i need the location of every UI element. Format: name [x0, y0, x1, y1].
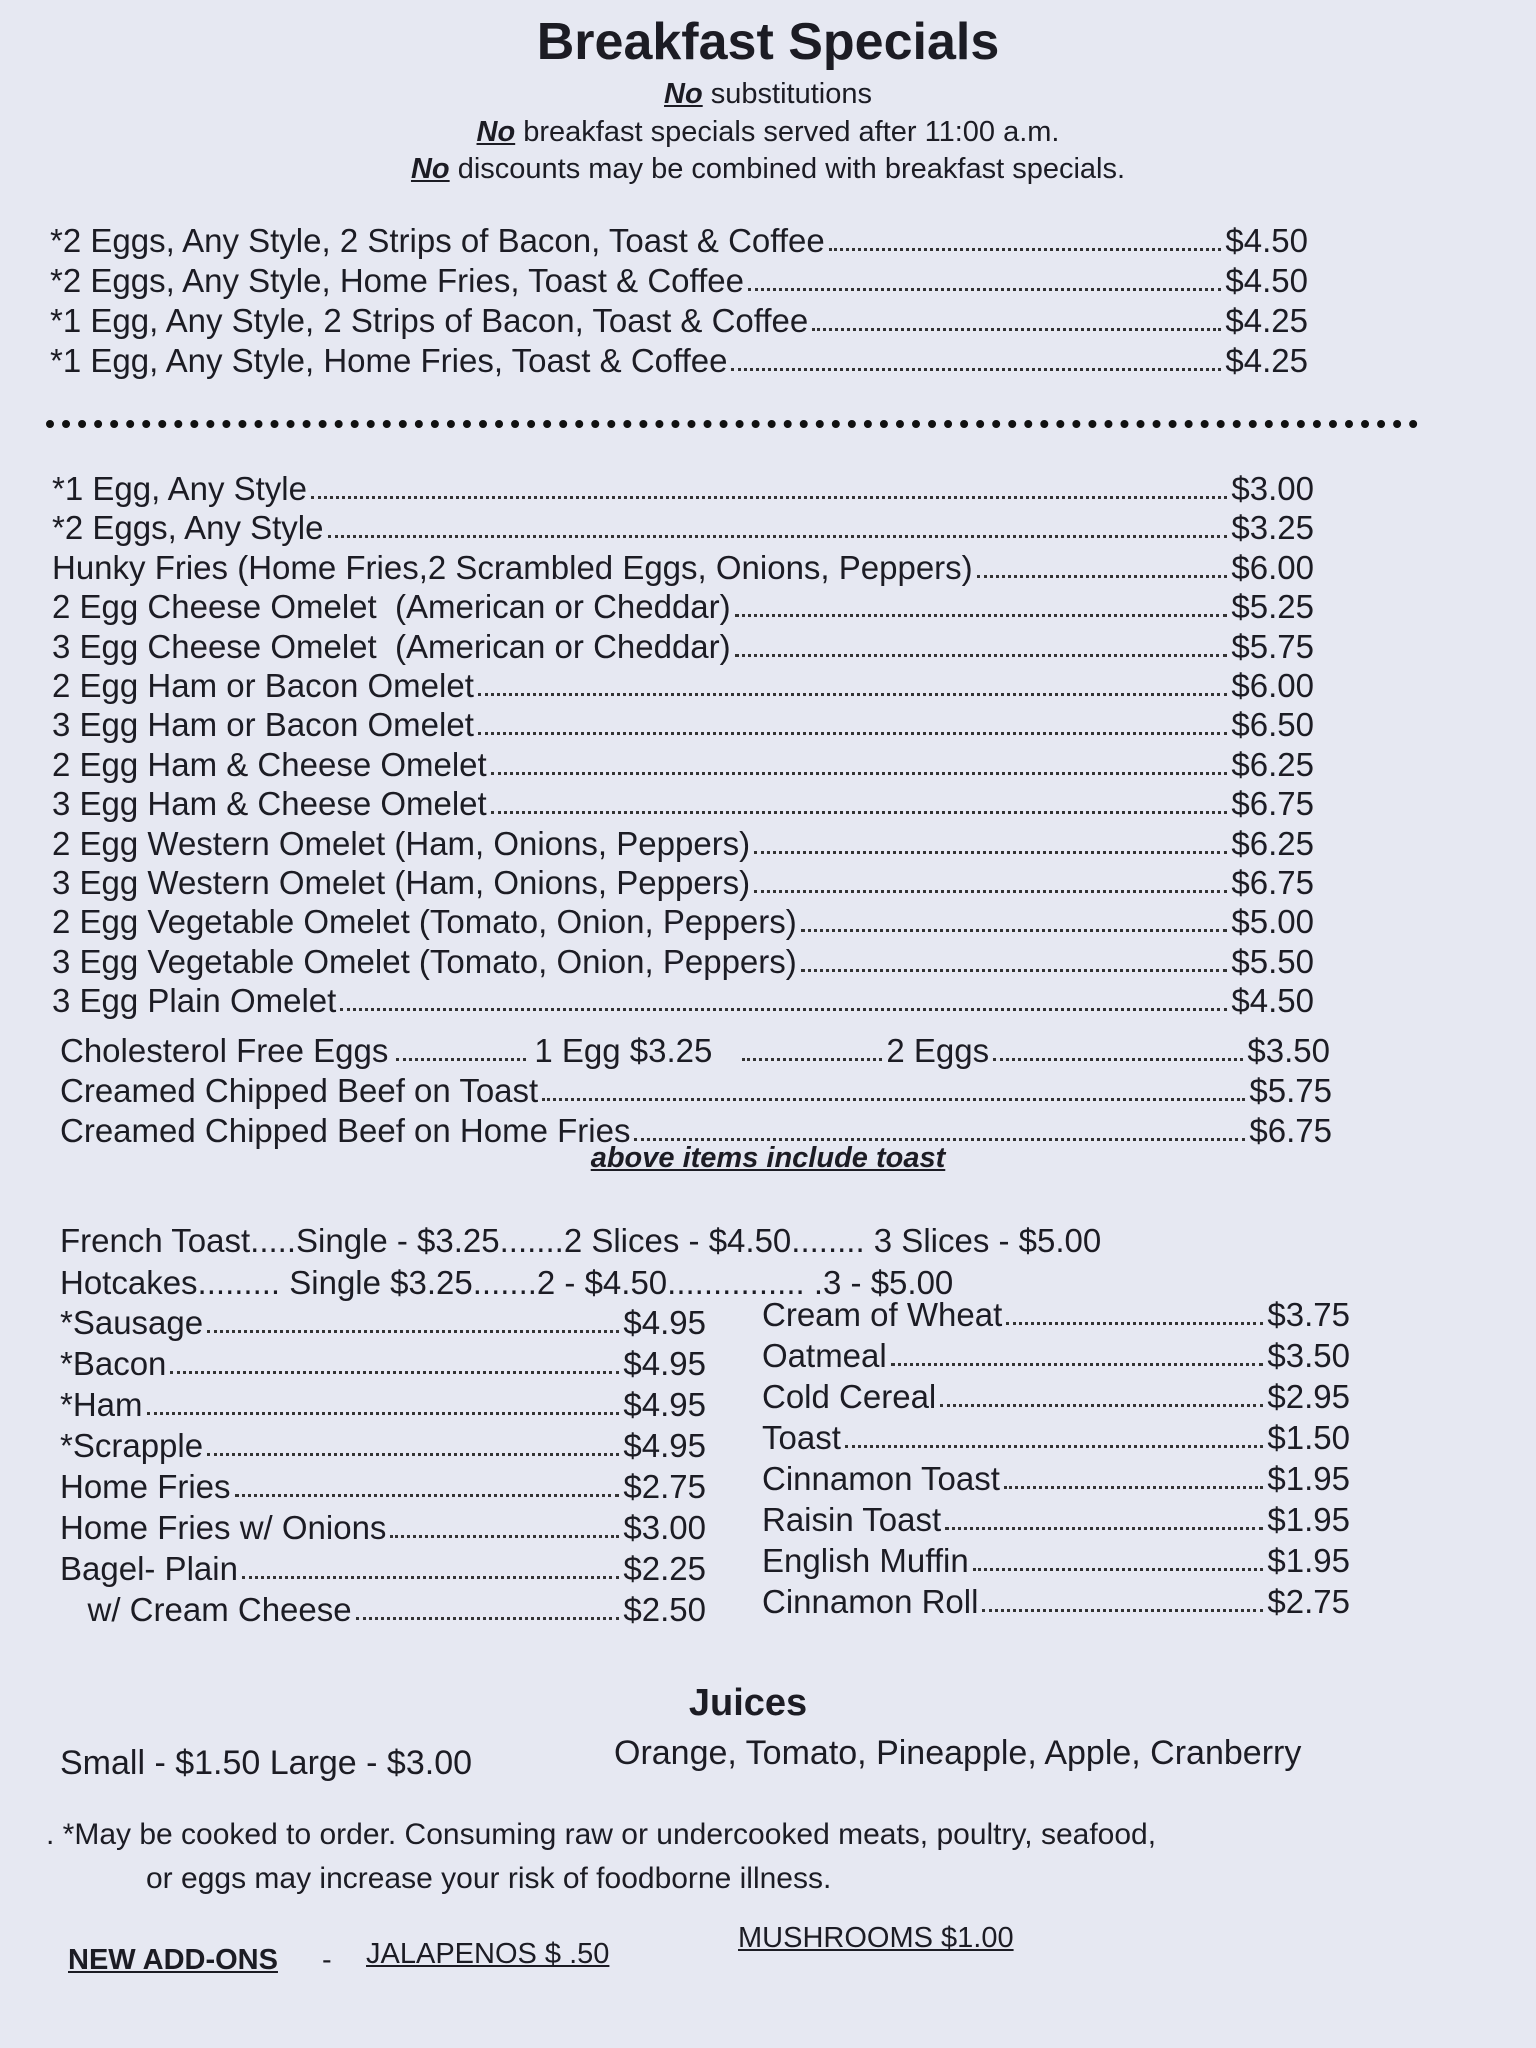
dot-leader — [735, 654, 1228, 657]
item-name: Creamed Chipped Beef on Toast — [60, 1072, 539, 1109]
item-name: Cinnamon Toast — [762, 1460, 1000, 1497]
menu-row — [52, 785, 1314, 823]
item-name: *2 Eggs, Any Style, Home Fries, Toast & Coffee — [50, 262, 744, 299]
dot-leader — [829, 248, 1222, 251]
notice-line: No breakfast specials served after 11:00 a.m. — [476, 116, 1060, 148]
menu-row — [762, 1296, 1350, 1334]
item-name: Oatmeal — [762, 1337, 887, 1374]
dot-leader — [977, 575, 1228, 578]
menu-row — [60, 1468, 706, 1506]
juice-sizes: Small - $1.50 Large - $3.00 — [60, 1744, 473, 1782]
notice-no: No — [664, 78, 703, 110]
item-price: $6.00 — [1231, 667, 1314, 704]
notice-line: No substitutions — [664, 78, 872, 110]
item-name: 3 Egg Plain Omelet — [52, 982, 337, 1020]
french-toast-line: French Toast.....Single - $3.25.......2 Slices - $4.50........ 3 Slices - $5.00 — [60, 1222, 1102, 1259]
addons-label: NEW ADD-ONS — [68, 1944, 278, 1976]
disclaimer-line-1: . *May be cooked to order. Consuming raw or undercooked meats, poultry, seafood, — [46, 1818, 1157, 1851]
item-name: 2 Egg Western Omelet (Ham, Onions, Peppers) — [52, 824, 751, 862]
item-price: $6.75 — [1231, 864, 1314, 901]
item-name: *1 Egg, Any Style, 2 Strips of Bacon, Toast & Coffee — [50, 302, 809, 339]
item-option-two: 2 Eggs — [886, 1032, 990, 1069]
item-price: $5.00 — [1231, 903, 1314, 941]
item-name: 3 Egg Cheese Omelet (American or Cheddar) — [52, 627, 731, 665]
toast-note: above items include toast — [590, 1142, 946, 1174]
item-price: $5.75 — [1249, 1072, 1332, 1109]
notice-no: No — [476, 116, 516, 148]
dot-leader — [801, 929, 1228, 932]
menu-row — [52, 667, 1314, 705]
item-price: $4.95 — [623, 1427, 706, 1464]
item-name: *Scrapple — [60, 1427, 204, 1464]
dot-leader — [891, 1363, 1264, 1366]
item-name: Toast — [762, 1419, 841, 1456]
dot-leader — [940, 1404, 1263, 1407]
addon-jalapenos: JALAPENOS $ .50 — [366, 1938, 610, 1970]
item-price: $3.75 — [1267, 1296, 1350, 1333]
dot-leader — [356, 1617, 620, 1620]
menu-row — [52, 549, 1314, 587]
dot-leader — [748, 288, 1221, 291]
item-name: Cinnamon Roll — [762, 1583, 979, 1620]
page-title: Breakfast Specials — [536, 13, 1000, 71]
item-price: $5.50 — [1231, 942, 1314, 980]
item-price: $4.50 — [1231, 982, 1314, 1020]
menu-row — [762, 1542, 1350, 1580]
menu-row — [60, 1304, 706, 1342]
menu-row — [52, 903, 1314, 941]
dot-leader — [170, 1371, 619, 1374]
menu-row — [762, 1378, 1350, 1416]
item-price: $2.75 — [623, 1468, 706, 1505]
dot-leader — [242, 1576, 619, 1579]
juices-heading: Juices — [688, 1682, 808, 1724]
dot-leader — [328, 535, 1228, 538]
item-price: $3.00 — [623, 1509, 706, 1546]
item-name: 3 Egg Western Omelet (Ham, Onions, Peppers) — [52, 864, 751, 901]
menu-row — [60, 1427, 706, 1465]
menu-row — [762, 1460, 1350, 1498]
item-name: *Ham — [60, 1386, 143, 1423]
item-price: $2.95 — [1267, 1378, 1350, 1415]
menu-row — [60, 1386, 706, 1424]
notice-no: No — [410, 153, 450, 185]
item-name: w/ Cream Cheese — [60, 1591, 352, 1628]
dot-leader — [1004, 1486, 1264, 1489]
dot-leader — [340, 1008, 1227, 1011]
item-price: $4.50 — [1225, 262, 1308, 299]
menu-row — [762, 1337, 1350, 1375]
dot-leader — [731, 368, 1221, 371]
dot-leader — [945, 1527, 1263, 1530]
dot-leader — [973, 1568, 1264, 1571]
item-name: Home Fries — [60, 1468, 231, 1505]
item-name: *2 Eggs, Any Style, 2 Strips of Bacon, Toast & Coffee — [50, 222, 825, 259]
addons-dash: - — [322, 1944, 332, 1976]
item-name: Home Fries w/ Onions — [60, 1509, 387, 1546]
menu-row — [52, 628, 1314, 666]
item-price: $1.95 — [1267, 1542, 1350, 1579]
dot-leader — [735, 614, 1228, 617]
dot-leader — [801, 969, 1228, 972]
item-price: $4.50 — [1225, 222, 1308, 259]
item-price: $6.25 — [1231, 745, 1314, 783]
item-price: $1.50 — [1267, 1419, 1350, 1456]
hotcakes-line: Hotcakes......... Single $3.25.......2 - $4.50............... .3 - $5.00 — [60, 1264, 954, 1301]
menu-row — [52, 509, 1314, 547]
item-name: Creamed Chipped Beef on Home Fries — [60, 1112, 631, 1149]
item-price: $2.75 — [1267, 1583, 1350, 1620]
dot-leader — [311, 496, 1227, 499]
dot-leader — [982, 1609, 1263, 1612]
item-name: *1 Egg, Any Style — [52, 470, 307, 507]
addon-mushrooms: MUSHROOMS $1.00 — [738, 1922, 1014, 1954]
item-price: $1.95 — [1267, 1460, 1350, 1497]
item-name: *Sausage — [60, 1304, 204, 1341]
dot-leader — [634, 1138, 1245, 1141]
item-price: $4.95 — [623, 1386, 706, 1423]
item-name: 2 Egg Vegetable Omelet (Tomato, Onion, Peppers) — [52, 903, 797, 941]
item-price: $6.75 — [1249, 1112, 1332, 1149]
dot-leader — [147, 1412, 620, 1415]
menu-row — [52, 746, 1314, 784]
menu-row-cholesterol-free — [60, 1032, 1330, 1070]
dot-leader — [812, 328, 1221, 331]
item-name: Bagel- Plain — [60, 1550, 238, 1587]
item-price: $4.25 — [1225, 342, 1308, 379]
menu-row — [762, 1419, 1350, 1457]
dot-leader — [235, 1494, 620, 1497]
menu-row — [762, 1501, 1350, 1539]
menu-row — [52, 706, 1314, 744]
item-price: $2.50 — [623, 1591, 706, 1628]
menu-row — [762, 1583, 1350, 1621]
dot-leader — [478, 732, 1228, 735]
menu-row — [50, 222, 1308, 260]
item-name: Hunky Fries (Home Fries,2 Scrambled Eggs, Onions, Peppers) — [52, 548, 973, 586]
menu-row — [60, 1072, 1332, 1110]
dot-leader — [207, 1330, 619, 1333]
dot-leader — [491, 772, 1228, 775]
item-price: $3.00 — [1231, 470, 1314, 507]
item-name: 3 Egg Ham or Bacon Omelet — [52, 706, 474, 744]
item-name: 2 Egg Ham or Bacon Omelet — [52, 667, 474, 704]
item-price: $3.50 — [1267, 1337, 1350, 1374]
menu-row — [50, 262, 1308, 300]
dot-leader — [754, 890, 1227, 893]
item-price: $3.25 — [1231, 509, 1314, 547]
juice-flavors: Orange, Tomato, Pineapple, Apple, Cranberry — [614, 1734, 1302, 1772]
item-name: *1 Egg, Any Style, Home Fries, Toast & Coffee — [50, 342, 728, 379]
menu-row — [60, 1509, 706, 1547]
item-price: $5.75 — [1231, 627, 1314, 665]
item-price: $4.25 — [1225, 302, 1308, 339]
dot-leader — [478, 693, 1228, 696]
item-name: 3 Egg Ham & Cheese Omelet — [52, 785, 487, 823]
item-price: $5.25 — [1231, 588, 1314, 626]
menu-row — [60, 1345, 706, 1383]
item-name: 2 Egg Cheese Omelet (American or Cheddar) — [52, 588, 731, 626]
item-name: 3 Egg Vegetable Omelet (Tomato, Onion, Peppers) — [52, 942, 797, 980]
item-price: $6.25 — [1231, 824, 1314, 862]
item-name: *Bacon — [60, 1345, 167, 1382]
menu-row — [52, 982, 1314, 1020]
item-name: Cholesterol Free Eggs — [60, 1032, 389, 1069]
dot-leader — [754, 851, 1227, 854]
disclaimer-line-2: or eggs may increase your risk of foodborne illness. — [146, 1862, 832, 1895]
menu-row — [50, 302, 1308, 340]
item-price: $6.00 — [1231, 548, 1314, 586]
item-price: $1.95 — [1267, 1501, 1350, 1538]
item-price: $6.75 — [1231, 785, 1314, 823]
menu-row — [52, 825, 1314, 863]
item-name: English Muffin — [762, 1542, 969, 1579]
item-price: $3.50 — [1247, 1032, 1330, 1069]
item-price: $4.95 — [623, 1304, 706, 1341]
menu-row — [52, 470, 1314, 508]
item-price: $6.50 — [1231, 706, 1314, 744]
item-name: Raisin Toast — [762, 1501, 942, 1538]
item-price: $2.25 — [623, 1550, 706, 1587]
dot-leader — [845, 1445, 1264, 1448]
item-price: $4.95 — [623, 1345, 706, 1382]
menu-row — [60, 1550, 706, 1588]
item-option-one: 1 Egg $3.25 — [534, 1032, 713, 1069]
item-name: 2 Egg Ham & Cheese Omelet — [52, 745, 487, 783]
menu-row — [52, 864, 1314, 902]
menu-row — [50, 342, 1308, 380]
dot-leader — [207, 1453, 619, 1456]
notice-line: No discounts may be combined with breakfast specials. — [410, 153, 1126, 185]
item-name: *2 Eggs, Any Style — [52, 509, 324, 547]
menu-row — [52, 943, 1314, 981]
dot-leader — [1006, 1322, 1263, 1325]
menu-row — [52, 588, 1314, 626]
section-divider — [46, 420, 1418, 428]
dot-leader — [542, 1098, 1245, 1101]
dot-leader — [491, 811, 1228, 814]
dot-leader — [390, 1535, 619, 1538]
item-name: Cold Cereal — [762, 1378, 937, 1415]
item-name: Cream of Wheat — [762, 1296, 1003, 1333]
menu-row — [60, 1591, 706, 1629]
